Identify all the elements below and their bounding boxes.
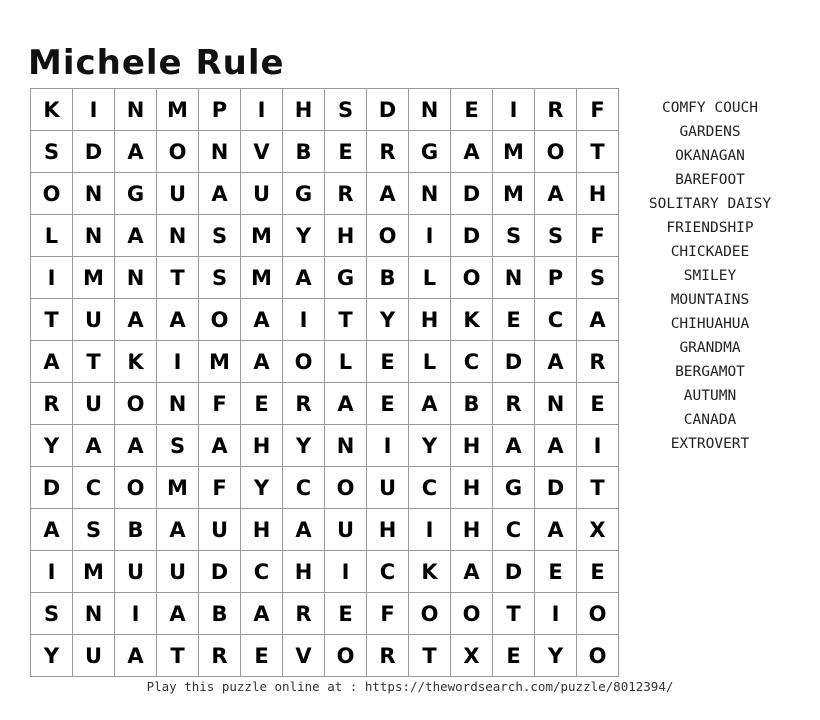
grid-row bbox=[31, 299, 619, 341]
grid-row bbox=[31, 173, 619, 215]
grid-row bbox=[31, 509, 619, 551]
grid-cell[interactable]: S bbox=[493, 215, 535, 257]
grid-cell[interactable]: A bbox=[535, 173, 577, 215]
grid-cell[interactable]: H bbox=[577, 173, 619, 215]
grid-cell[interactable]: L bbox=[325, 341, 367, 383]
grid-cell[interactable]: N bbox=[115, 257, 157, 299]
grid-cell[interactable]: N bbox=[157, 383, 199, 425]
grid-cell[interactable]: B bbox=[199, 593, 241, 635]
grid-cell[interactable]: F bbox=[577, 215, 619, 257]
grid-cell[interactable]: T bbox=[577, 131, 619, 173]
grid-cell[interactable]: A bbox=[367, 173, 409, 215]
grid-cell[interactable]: N bbox=[73, 173, 115, 215]
grid-cell[interactable]: H bbox=[241, 425, 283, 467]
grid-cell[interactable]: R bbox=[283, 383, 325, 425]
grid-cell[interactable]: T bbox=[31, 299, 73, 341]
grid-cell[interactable]: Y bbox=[535, 635, 577, 677]
grid-cell[interactable]: U bbox=[367, 467, 409, 509]
grid-cell[interactable]: D bbox=[493, 341, 535, 383]
grid-cell[interactable]: U bbox=[73, 635, 115, 677]
grid-cell[interactable]: T bbox=[493, 593, 535, 635]
grid-cell[interactable]: A bbox=[535, 509, 577, 551]
grid-cell[interactable]: I bbox=[31, 551, 73, 593]
word-list-item: CHICKADEE bbox=[670, 244, 750, 260]
grid-cell[interactable]: R bbox=[325, 173, 367, 215]
grid-cell[interactable]: U bbox=[115, 551, 157, 593]
grid-cell[interactable]: I bbox=[535, 593, 577, 635]
grid-cell[interactable]: E bbox=[241, 383, 283, 425]
grid-cell[interactable]: R bbox=[199, 635, 241, 677]
grid-cell[interactable]: U bbox=[73, 383, 115, 425]
grid-cell[interactable]: G bbox=[325, 257, 367, 299]
grid-cell[interactable]: T bbox=[157, 257, 199, 299]
grid-cell[interactable]: E bbox=[367, 383, 409, 425]
grid-cell[interactable]: A bbox=[115, 299, 157, 341]
grid-cell[interactable]: I bbox=[409, 509, 451, 551]
grid-cell[interactable]: A bbox=[325, 383, 367, 425]
grid-cell[interactable]: O bbox=[409, 593, 451, 635]
grid-cell[interactable]: A bbox=[115, 425, 157, 467]
grid-row bbox=[31, 635, 619, 677]
grid-cell[interactable]: C bbox=[283, 467, 325, 509]
grid-cell[interactable]: C bbox=[493, 509, 535, 551]
grid-cell[interactable]: N bbox=[325, 425, 367, 467]
grid-cell[interactable]: H bbox=[451, 509, 493, 551]
grid-cell[interactable]: O bbox=[367, 215, 409, 257]
word-list-item: CANADA bbox=[683, 412, 737, 428]
grid-cell[interactable]: R bbox=[31, 383, 73, 425]
grid-cell[interactable]: A bbox=[115, 635, 157, 677]
grid-cell[interactable]: K bbox=[451, 299, 493, 341]
grid-cell[interactable]: K bbox=[115, 341, 157, 383]
grid-cell[interactable]: M bbox=[493, 173, 535, 215]
grid-cell[interactable]: C bbox=[451, 341, 493, 383]
grid-cell[interactable]: A bbox=[115, 215, 157, 257]
grid-cell[interactable]: B bbox=[367, 257, 409, 299]
grid-cell[interactable]: M bbox=[241, 215, 283, 257]
grid-cell[interactable]: M bbox=[73, 551, 115, 593]
grid-cell[interactable]: C bbox=[535, 299, 577, 341]
grid-cell[interactable]: K bbox=[409, 551, 451, 593]
grid-cell[interactable]: N bbox=[535, 383, 577, 425]
grid-cell[interactable]: L bbox=[409, 341, 451, 383]
grid-cell[interactable]: E bbox=[535, 551, 577, 593]
grid-row bbox=[31, 425, 619, 467]
grid-cell[interactable]: H bbox=[409, 299, 451, 341]
grid-cell[interactable]: F bbox=[199, 467, 241, 509]
word-list-item: BAREFOOT bbox=[675, 172, 745, 188]
grid-cell[interactable]: F bbox=[577, 89, 619, 131]
grid-cell[interactable]: E bbox=[241, 635, 283, 677]
grid-cell[interactable]: A bbox=[199, 173, 241, 215]
grid-cell[interactable]: D bbox=[73, 131, 115, 173]
grid-cell[interactable]: D bbox=[31, 467, 73, 509]
grid-cell[interactable]: L bbox=[409, 257, 451, 299]
grid-cell[interactable]: H bbox=[241, 509, 283, 551]
grid-cell[interactable]: G bbox=[409, 131, 451, 173]
grid-cell[interactable]: O bbox=[451, 257, 493, 299]
grid-cell[interactable]: O bbox=[157, 131, 199, 173]
grid-cell[interactable]: S bbox=[157, 425, 199, 467]
grid-cell[interactable]: S bbox=[31, 593, 73, 635]
grid-cell[interactable]: A bbox=[493, 425, 535, 467]
grid-cell[interactable]: S bbox=[535, 215, 577, 257]
grid-cell[interactable]: N bbox=[157, 215, 199, 257]
grid-cell[interactable]: H bbox=[283, 89, 325, 131]
grid-cell[interactable]: A bbox=[409, 383, 451, 425]
grid-cell[interactable]: R bbox=[577, 341, 619, 383]
grid-cell[interactable]: S bbox=[199, 257, 241, 299]
word-list-item: OKANAGAN bbox=[675, 148, 745, 164]
grid-cell[interactable]: A bbox=[157, 509, 199, 551]
grid-cell[interactable]: N bbox=[199, 131, 241, 173]
grid-cell[interactable]: A bbox=[535, 425, 577, 467]
grid-cell[interactable]: O bbox=[283, 341, 325, 383]
grid-row bbox=[31, 383, 619, 425]
grid-cell[interactable]: U bbox=[199, 509, 241, 551]
word-list-item: GARDENS bbox=[679, 124, 741, 140]
grid-cell[interactable]: N bbox=[493, 257, 535, 299]
grid-cell[interactable]: O bbox=[325, 635, 367, 677]
grid-cell[interactable]: C bbox=[367, 551, 409, 593]
word-list-item: AUTUMN bbox=[683, 388, 737, 404]
grid-cell[interactable]: I bbox=[325, 551, 367, 593]
grid-cell[interactable]: S bbox=[31, 131, 73, 173]
grid-cell[interactable]: Y bbox=[409, 425, 451, 467]
grid-cell[interactable]: S bbox=[73, 509, 115, 551]
grid-cell[interactable]: Y bbox=[31, 425, 73, 467]
grid-cell[interactable]: Y bbox=[283, 215, 325, 257]
grid-cell[interactable]: H bbox=[367, 509, 409, 551]
grid-cell[interactable]: E bbox=[325, 593, 367, 635]
grid-cell[interactable]: T bbox=[73, 341, 115, 383]
grid-cell[interactable]: A bbox=[31, 341, 73, 383]
grid-cell[interactable]: X bbox=[451, 635, 493, 677]
grid-cell[interactable]: A bbox=[73, 425, 115, 467]
grid-cell[interactable]: E bbox=[367, 341, 409, 383]
word-list-item: MOUNTAINS bbox=[670, 292, 750, 308]
word-search-grid[interactable] bbox=[30, 88, 619, 677]
grid-cell[interactable]: A bbox=[535, 341, 577, 383]
grid-cell[interactable]: A bbox=[283, 509, 325, 551]
grid-row bbox=[31, 551, 619, 593]
grid-cell[interactable]: C bbox=[73, 467, 115, 509]
grid-cell[interactable]: E bbox=[325, 131, 367, 173]
grid-cell[interactable]: E bbox=[493, 299, 535, 341]
grid-cell[interactable]: O bbox=[451, 593, 493, 635]
grid-row bbox=[31, 131, 619, 173]
grid-cell[interactable]: A bbox=[577, 299, 619, 341]
grid-cell[interactable]: M bbox=[73, 257, 115, 299]
grid-cell[interactable]: R bbox=[535, 89, 577, 131]
grid-cell[interactable]: Y bbox=[31, 635, 73, 677]
grid-cell[interactable]: D bbox=[451, 173, 493, 215]
grid-cell[interactable]: O bbox=[115, 467, 157, 509]
grid-cell[interactable]: N bbox=[73, 215, 115, 257]
grid-cell[interactable]: T bbox=[577, 467, 619, 509]
grid-cell[interactable]: O bbox=[577, 635, 619, 677]
grid-cell[interactable]: S bbox=[577, 257, 619, 299]
grid-cell[interactable]: M bbox=[157, 467, 199, 509]
word-list-item: FRIENDSHIP bbox=[666, 220, 754, 236]
grid-cell[interactable]: T bbox=[157, 635, 199, 677]
grid-cell[interactable]: I bbox=[283, 299, 325, 341]
grid-cell[interactable]: I bbox=[157, 341, 199, 383]
grid-cell[interactable]: N bbox=[73, 593, 115, 635]
grid-cell[interactable]: P bbox=[199, 89, 241, 131]
grid-cell[interactable]: A bbox=[199, 425, 241, 467]
grid-cell[interactable]: H bbox=[325, 215, 367, 257]
grid-cell[interactable]: U bbox=[157, 173, 199, 215]
grid-cell[interactable]: H bbox=[451, 467, 493, 509]
page-title: Michele Rule bbox=[28, 42, 285, 83]
grid-cell[interactable]: U bbox=[73, 299, 115, 341]
grid-cell[interactable]: H bbox=[451, 425, 493, 467]
grid-cell[interactable]: O bbox=[577, 593, 619, 635]
grid-cell[interactable]: O bbox=[535, 131, 577, 173]
grid-cell[interactable]: I bbox=[73, 89, 115, 131]
grid-cell[interactable]: T bbox=[409, 635, 451, 677]
word-list-item: SMILEY bbox=[683, 268, 737, 284]
grid-cell[interactable]: I bbox=[577, 425, 619, 467]
grid-row bbox=[31, 215, 619, 257]
grid-cell[interactable]: A bbox=[31, 509, 73, 551]
letter-grid[interactable] bbox=[30, 88, 619, 677]
grid-cell[interactable]: M bbox=[493, 131, 535, 173]
grid-row bbox=[31, 341, 619, 383]
grid-cell[interactable]: O bbox=[115, 383, 157, 425]
grid-cell[interactable]: D bbox=[535, 467, 577, 509]
grid-cell[interactable]: G bbox=[115, 173, 157, 215]
word-list-item: BERGAMOT bbox=[675, 364, 745, 380]
grid-cell[interactable]: S bbox=[199, 215, 241, 257]
grid-cell[interactable]: A bbox=[241, 593, 283, 635]
grid-row bbox=[31, 257, 619, 299]
grid-cell[interactable]: V bbox=[283, 635, 325, 677]
word-list-item: EXTROVERT bbox=[670, 436, 750, 452]
grid-cell[interactable]: R bbox=[367, 131, 409, 173]
grid-cell[interactable]: A bbox=[451, 131, 493, 173]
grid-cell[interactable]: O bbox=[199, 299, 241, 341]
grid-cell[interactable]: T bbox=[325, 299, 367, 341]
grid-cell[interactable]: I bbox=[409, 215, 451, 257]
grid-cell[interactable]: E bbox=[577, 551, 619, 593]
grid-cell[interactable]: N bbox=[409, 89, 451, 131]
grid-cell[interactable]: I bbox=[367, 425, 409, 467]
grid-cell[interactable]: U bbox=[325, 509, 367, 551]
grid-cell[interactable]: F bbox=[199, 383, 241, 425]
grid-cell[interactable]: B bbox=[451, 383, 493, 425]
grid-cell[interactable]: H bbox=[283, 551, 325, 593]
grid-cell[interactable]: I bbox=[115, 593, 157, 635]
word-list-item: CHIHUAHUA bbox=[670, 316, 750, 332]
grid-cell[interactable]: B bbox=[115, 509, 157, 551]
grid-row bbox=[31, 89, 619, 131]
grid-cell[interactable]: D bbox=[199, 551, 241, 593]
grid-cell[interactable]: N bbox=[115, 89, 157, 131]
grid-cell[interactable]: E bbox=[577, 383, 619, 425]
grid-cell[interactable]: O bbox=[31, 173, 73, 215]
grid-cell[interactable]: M bbox=[199, 341, 241, 383]
grid-cell[interactable]: G bbox=[283, 173, 325, 215]
word-list-item: GRANDMA bbox=[679, 340, 741, 356]
grid-cell[interactable]: C bbox=[409, 467, 451, 509]
grid-cell[interactable]: U bbox=[157, 551, 199, 593]
grid-cell[interactable]: F bbox=[367, 593, 409, 635]
grid-cell[interactable]: X bbox=[577, 509, 619, 551]
word-list-item: SOLITARY DAISY bbox=[648, 196, 772, 212]
grid-cell[interactable]: S bbox=[325, 89, 367, 131]
grid-cell[interactable]: E bbox=[451, 89, 493, 131]
grid-cell[interactable]: Y bbox=[367, 299, 409, 341]
grid-row bbox=[31, 593, 619, 635]
grid-row bbox=[31, 467, 619, 509]
grid-cell[interactable]: O bbox=[325, 467, 367, 509]
grid-cell[interactable]: N bbox=[409, 173, 451, 215]
word-list-item: COMFY COUCH bbox=[661, 100, 759, 116]
grid-cell[interactable]: D bbox=[367, 89, 409, 131]
grid-cell[interactable]: C bbox=[241, 551, 283, 593]
grid-cell[interactable]: Y bbox=[283, 425, 325, 467]
grid-cell[interactable]: R bbox=[367, 635, 409, 677]
grid-cell[interactable]: I bbox=[31, 257, 73, 299]
grid-cell[interactable]: A bbox=[157, 593, 199, 635]
grid-cell[interactable]: A bbox=[157, 299, 199, 341]
grid-cell[interactable]: R bbox=[493, 383, 535, 425]
grid-cell[interactable]: M bbox=[157, 89, 199, 131]
grid-cell[interactable]: P bbox=[535, 257, 577, 299]
grid-cell[interactable]: M bbox=[241, 257, 283, 299]
word-list bbox=[612, 96, 808, 456]
grid-cell[interactable]: A bbox=[241, 341, 283, 383]
grid-cell[interactable]: D bbox=[451, 215, 493, 257]
grid-cell[interactable]: A bbox=[241, 299, 283, 341]
grid-cell[interactable]: A bbox=[283, 257, 325, 299]
grid-cell[interactable]: K bbox=[31, 89, 73, 131]
grid-cell[interactable]: R bbox=[283, 593, 325, 635]
grid-cell[interactable]: I bbox=[241, 89, 283, 131]
grid-cell[interactable]: A bbox=[451, 551, 493, 593]
grid-cell[interactable]: I bbox=[493, 89, 535, 131]
grid-cell[interactable]: A bbox=[115, 131, 157, 173]
grid-cell[interactable]: U bbox=[241, 173, 283, 215]
grid-cell[interactable]: B bbox=[283, 131, 325, 173]
grid-cell[interactable]: V bbox=[241, 131, 283, 173]
footer-text: Play this puzzle online at : https://thewordsearch.com/puzzle/8012394/ bbox=[146, 679, 674, 694]
grid-cell[interactable]: L bbox=[31, 215, 73, 257]
grid-cell[interactable]: G bbox=[493, 467, 535, 509]
grid-cell[interactable]: Y bbox=[241, 467, 283, 509]
grid-cell[interactable]: E bbox=[493, 635, 535, 677]
grid-cell[interactable]: D bbox=[493, 551, 535, 593]
